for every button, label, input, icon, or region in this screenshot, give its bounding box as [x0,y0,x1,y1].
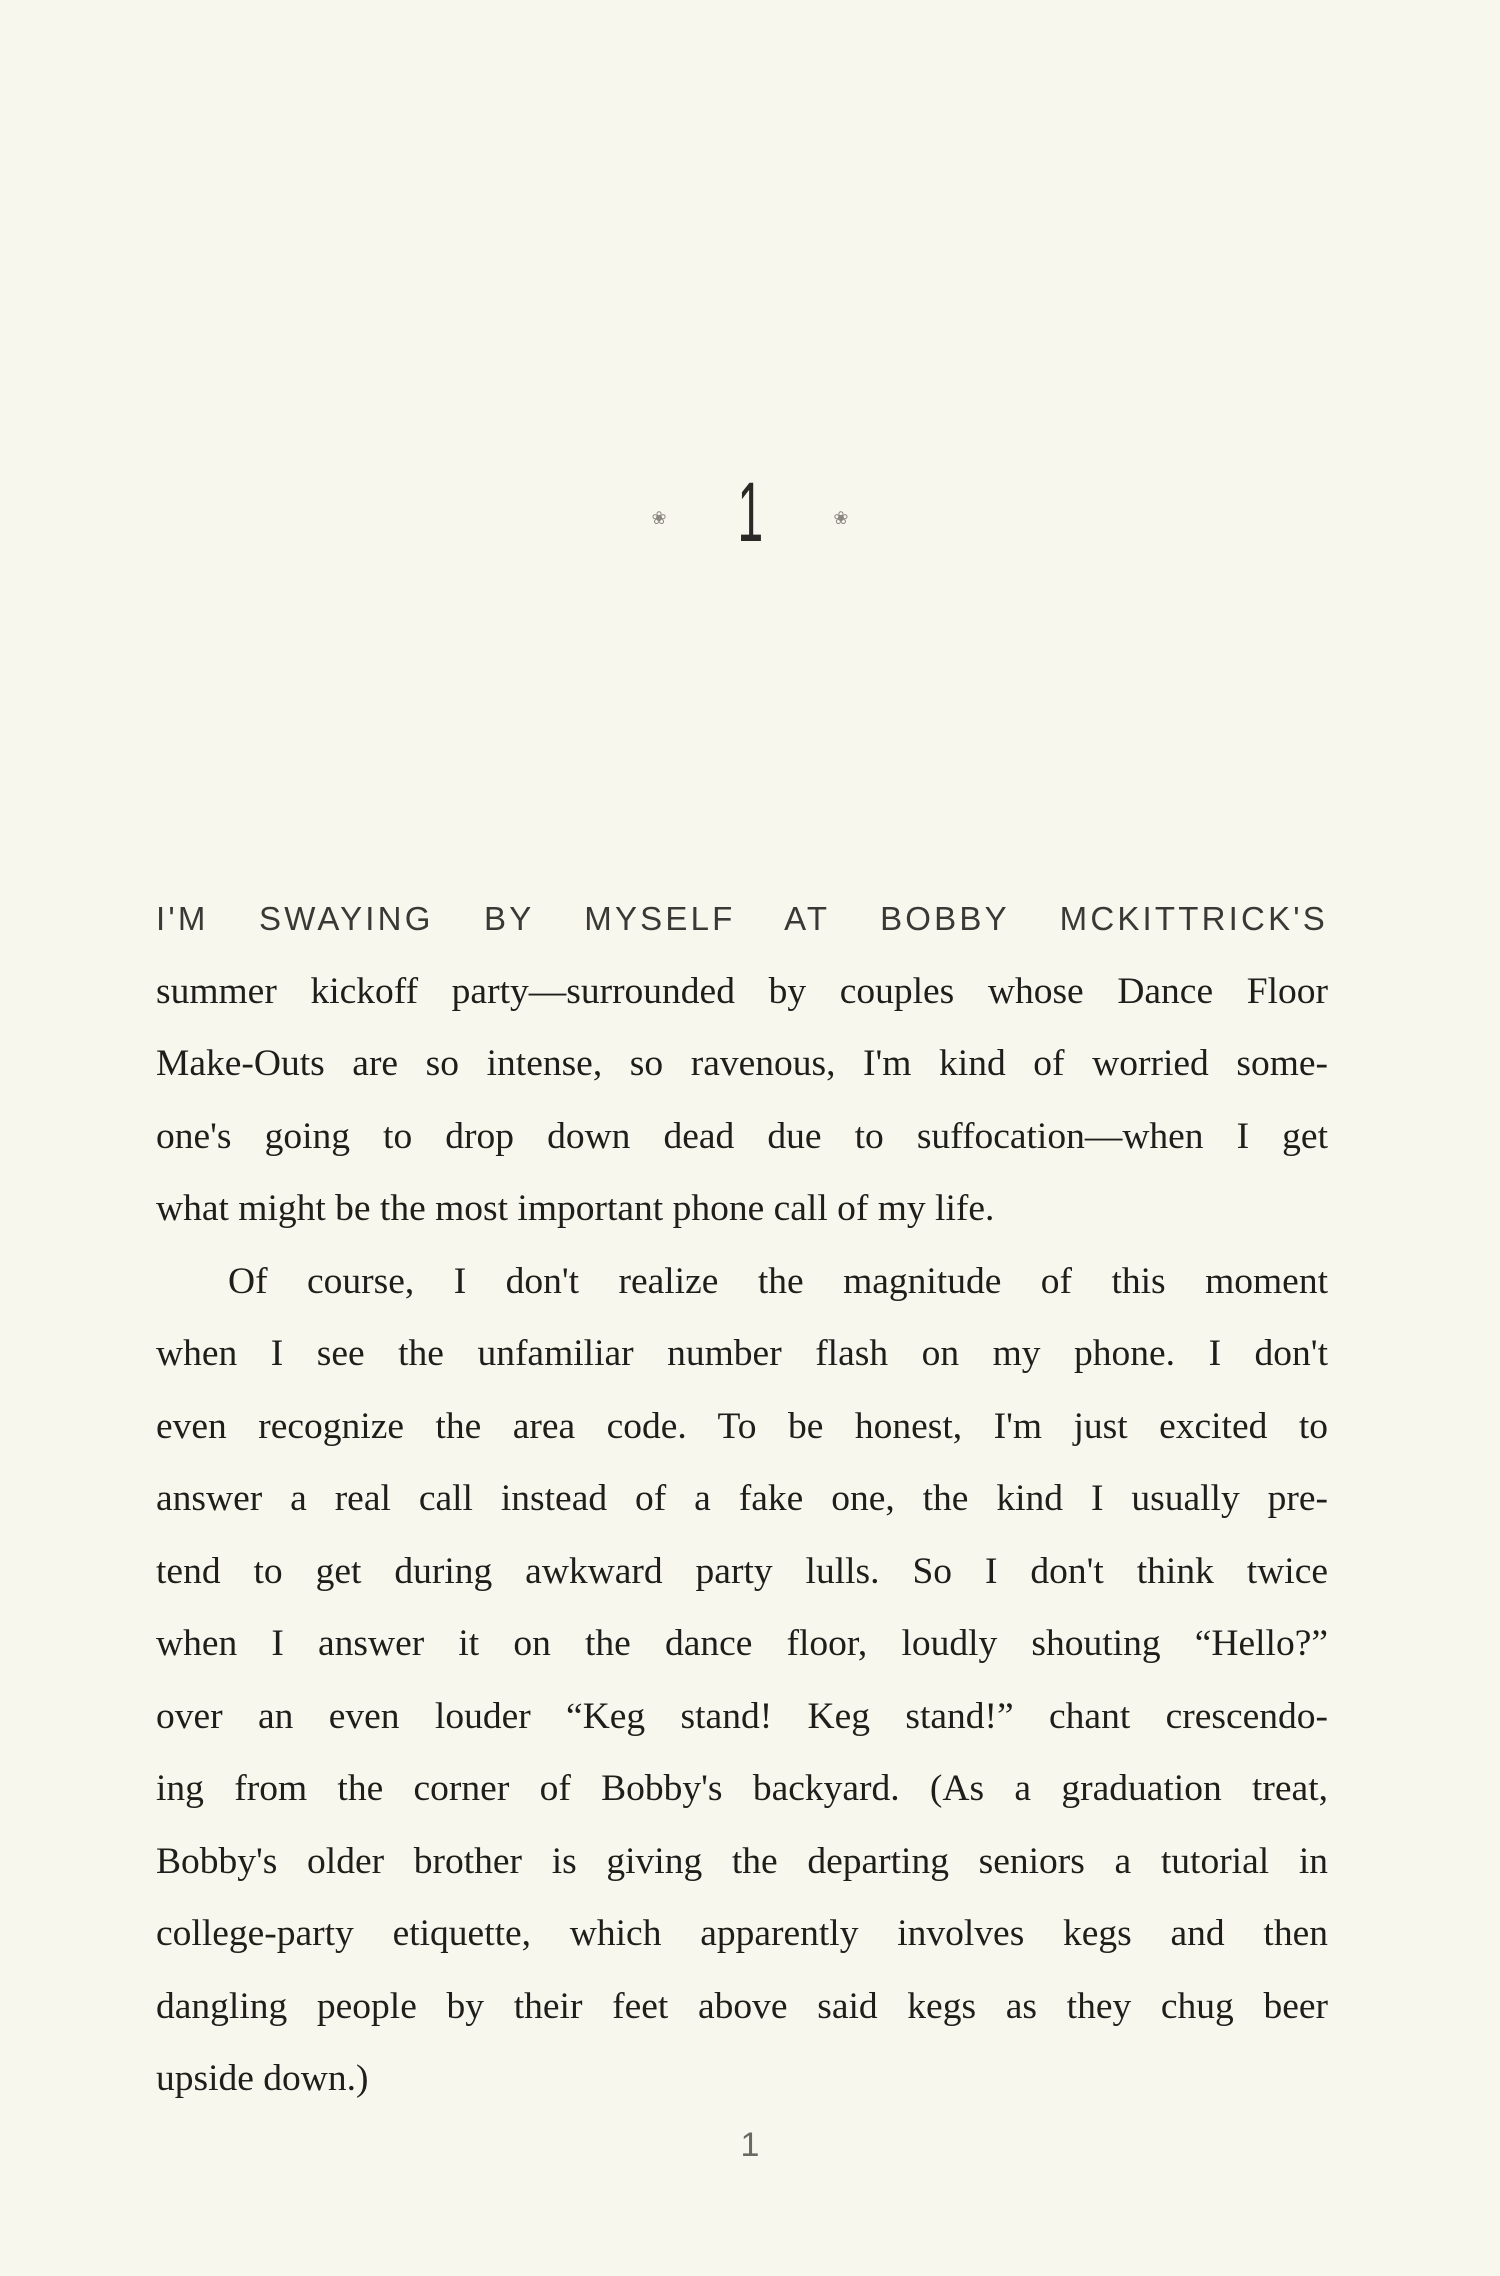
paragraph-2-line: answer a real call instead of a fake one, the kind I usually pre- [156,1478,1328,1519]
chapter-number: 1 [737,465,763,559]
paragraph-2-line: ing from the corner of Bobby's backyard. (As a graduation treat, [156,1768,1328,1809]
paragraph-1-line: what might be the most important phone call of my life. [156,1188,995,1229]
paragraph-2-line: college-party etiquette, which apparently involves kegs and then [156,1913,1328,1954]
lead-in-small-caps: I'M SWAYING BY MYSELF AT BOBBY MCKITTRICK'S [156,900,1328,937]
flower-ornament-left-icon: ❀ [651,507,667,528]
paragraph-2-line: Bobby's older brother is giving the departing seniors a tutorial in [156,1840,1328,1882]
paragraph-2-line: over an even louder “Keg stand! Keg stand!” chant crescendo- [156,1695,1328,1737]
paragraph-2-line: Of course, I don't realize the magnitude of this moment [228,1260,1328,1302]
paragraph-1-lead-in-line [156,883,1328,956]
paragraph-2-line: when I answer it on the dance floor, loudly shouting “Hello?” [156,1623,1328,1664]
flower-ornament-right-icon: ❀ [833,507,849,528]
paragraph-1-line: Make-Outs are so intense, so ravenous, I'm kind of worried some- [156,1043,1328,1084]
paragraph-2-line: dangling people by their feet above said kegs as they chug beer [156,1985,1328,2027]
paragraph-2-line: tend to get during awkward party lulls. So I don't think twice [156,1550,1328,1592]
chapter-body-text [156,883,1328,2116]
paragraph-2-line: even recognize the area code. To be honest, I'm just excited to [156,1405,1328,1447]
page-number: 1 [740,2126,760,2164]
paragraph-2-line: when I see the unfamiliar number flash on my phone. I don't [156,1333,1328,1374]
paragraph-1-line: one's going to drop down dead due to suffocation—when I get [156,1115,1328,1157]
paragraph-1-line: summer kickoff party—surrounded by couples whose Dance Floor [156,970,1328,1012]
chapter-heading [0,465,1500,590]
paragraph-2-line: upside down.) [156,2058,369,2099]
